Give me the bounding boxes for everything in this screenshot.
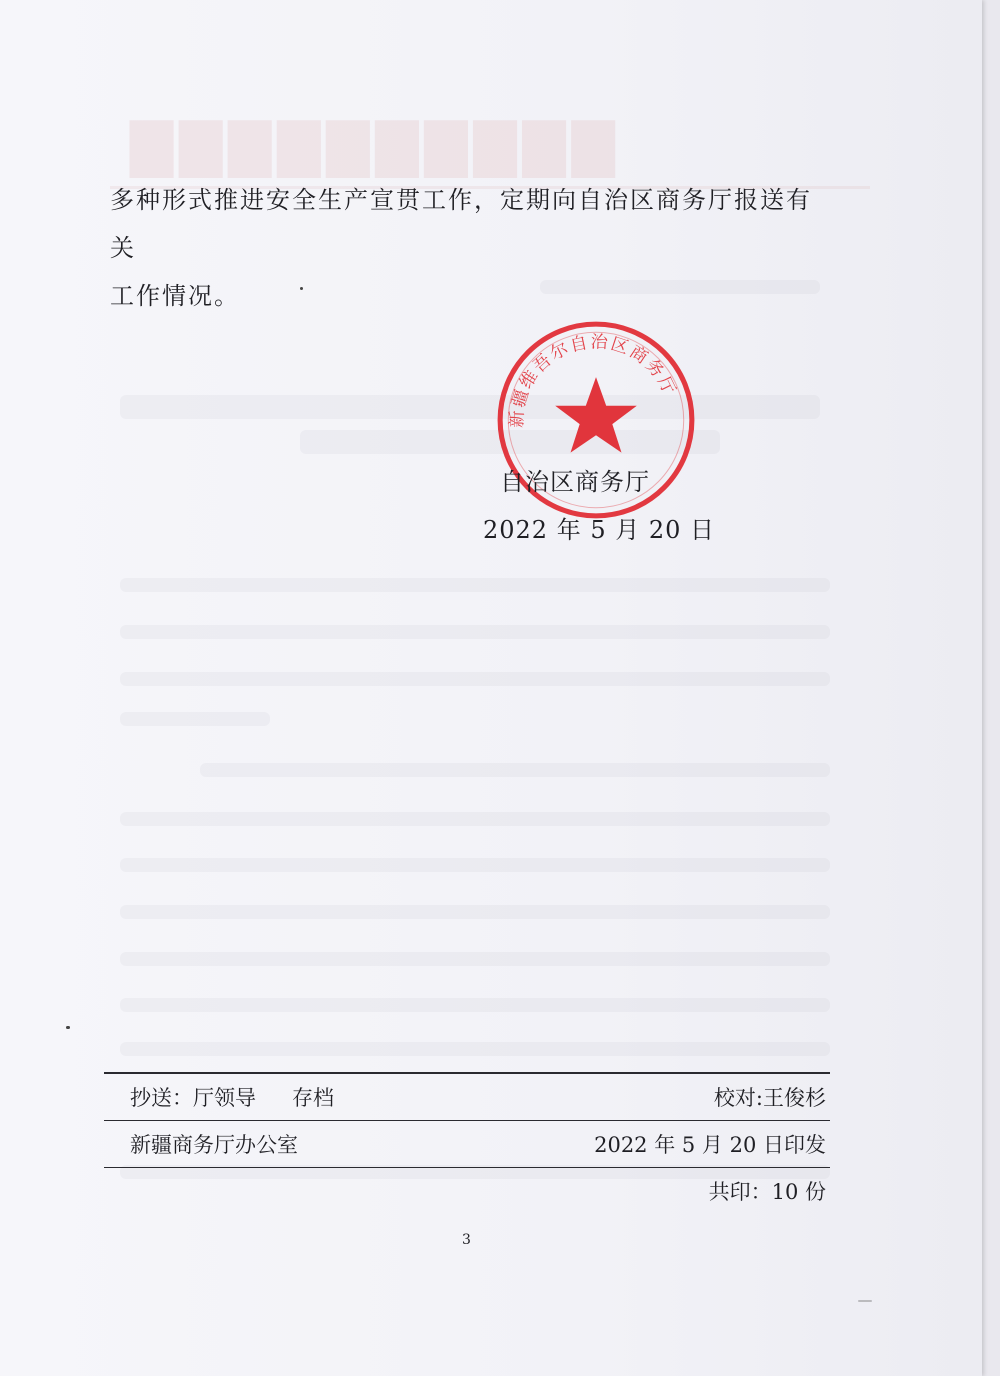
seal-ring-text: 新疆维吾尔自治区商务厅 <box>507 332 680 429</box>
bleed-through-line <box>120 812 830 826</box>
issuing-office: 新疆商务厅办公室 <box>130 1133 298 1157</box>
scan-speck <box>858 1300 872 1302</box>
distribution-footer <box>104 1072 830 1214</box>
cc-recipients: 抄送：厅领导 <box>130 1086 256 1110</box>
footer-row-office <box>104 1121 830 1167</box>
bleed-through-line <box>120 998 830 1012</box>
bleed-through-line <box>120 858 830 872</box>
bleed-through-header: ▇▇▇▇▇▇▇▇▇▇ <box>130 112 621 178</box>
bleed-through-line <box>200 763 830 777</box>
print-date: 2022 年 5 月 20 日印发 <box>594 1133 826 1157</box>
bleed-through-line <box>120 1042 830 1056</box>
footer-row-copies <box>104 1168 830 1214</box>
scan-speck <box>300 287 303 290</box>
body-paragraph <box>110 176 830 320</box>
seal-star-icon <box>555 377 637 452</box>
scan-speck <box>66 1026 70 1029</box>
bleed-through-line <box>120 395 820 419</box>
issuer-name: 自治区商务厅 <box>500 468 650 496</box>
cc-archive: 存档 <box>292 1086 334 1110</box>
bleed-through-line <box>120 578 830 592</box>
bleed-through-line <box>120 712 270 726</box>
footer-row-cc <box>104 1074 830 1120</box>
page-number: 3 <box>462 1232 471 1248</box>
bleed-through-line <box>120 952 830 966</box>
bleed-through-line <box>120 905 830 919</box>
issue-date: 2022 年 5 月 20 日 <box>483 516 716 544</box>
body-line: 多种形式推进安全生产宣贯工作，定期向自治区商务厅报送有关 <box>110 186 812 262</box>
bleed-through-line <box>120 625 830 639</box>
copy-count: 共印：10 份 <box>708 1180 826 1204</box>
body-line: 工作情况。 <box>110 282 240 310</box>
bleed-through-line <box>120 672 830 686</box>
proofreader: 校对:王俊杉 <box>713 1086 826 1110</box>
